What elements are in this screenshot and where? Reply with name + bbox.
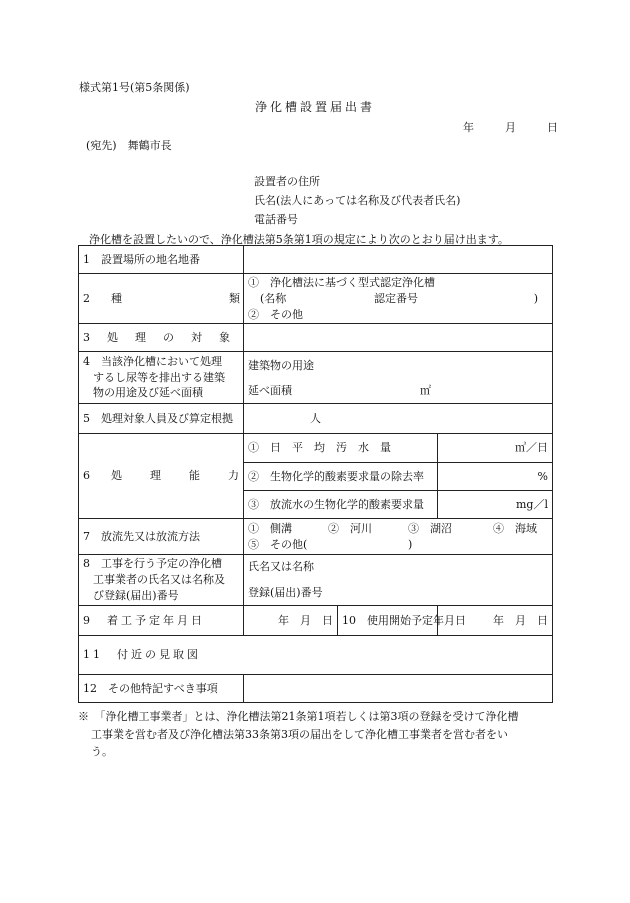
label-char: 力 — [228, 469, 239, 483]
label-effluent-bod: ③ 放流水の生物化学的酸素要求量 — [244, 491, 438, 519]
row-treatment-target — [79, 324, 553, 352]
row-target-persons — [79, 404, 553, 434]
field-bod-removal[interactable] — [438, 463, 553, 491]
label-treatment-target — [79, 324, 244, 352]
date-year-label: 年 — [463, 121, 474, 134]
row-dates — [79, 606, 553, 636]
field-special-notes[interactable] — [244, 675, 553, 703]
footnote-line-1: ※ 「浄化槽工事業者」とは、浄化槽法第21条第1項若しくは第3項の登録を受けて浄化槽 — [78, 710, 519, 723]
option-other-tank[interactable]: ② その他 — [248, 307, 303, 321]
field-daily-sewage[interactable] — [438, 434, 553, 463]
field-discharge-destination[interactable] — [244, 519, 553, 555]
label-char: の — [163, 330, 174, 344]
label-char: 対 — [191, 330, 202, 344]
paren-close: ) — [533, 291, 538, 305]
field-tank-type[interactable] — [244, 274, 553, 324]
contractor-name-label: 氏名又は名称 — [248, 560, 314, 574]
label-num: 2 — [83, 291, 90, 305]
certified-tank-detail — [248, 291, 548, 307]
floor-area-unit: ㎡ — [420, 384, 431, 398]
row-installation-site — [79, 246, 553, 274]
option-certified-tank[interactable]: ① 浄化槽法に基づく型式認定浄化槽 — [248, 275, 435, 289]
applicant-address-label: 設置者の住所 — [254, 175, 320, 188]
label-discharge-destination: 7 放流先又は放流方法 — [79, 519, 244, 555]
label-char: 種 — [111, 291, 122, 305]
label-building-use — [79, 352, 244, 404]
label-vicinity-map: 11 付近の見取図 — [79, 636, 553, 675]
row-building-use — [79, 352, 553, 404]
field-effluent-bod[interactable] — [438, 491, 553, 519]
label-line: するし尿等を排出する建築 — [93, 370, 225, 384]
label-char: 処 — [111, 469, 122, 483]
label-target-persons: 5 処理対象人員及び算定根拠 — [79, 404, 244, 434]
row-tank-type — [79, 274, 553, 324]
field-contractor[interactable] — [244, 555, 553, 606]
label-char: 能 — [189, 469, 200, 483]
label-use-start-date: 10 使用開始予定年月日 — [338, 606, 438, 636]
row-special-notes — [79, 675, 553, 703]
intro-statement: 浄化槽を設置したいので、浄化槽法第5条第1項の規定により次のとおり届け出ます。 — [89, 233, 509, 246]
contractor-registration-label: 登録(届出)番号 — [248, 586, 323, 599]
label-char: 象 — [219, 330, 230, 344]
label-line: 物の用途及び延べ面積 — [93, 386, 203, 400]
field-installation-site[interactable] — [244, 246, 553, 274]
applicant-name-label: 氏名(法人にあっては名称及び代表者氏名) — [254, 194, 461, 207]
label-bod-removal: ② 生物化学的酸素要求量の除去率 — [244, 463, 438, 491]
paren-close: ) — [408, 537, 413, 551]
label-line: 8 工事を行う予定の浄化槽 — [83, 557, 222, 571]
footnote-line-3: う。 — [91, 745, 113, 758]
label-tank-type — [79, 274, 244, 324]
use-start-date-ymd: 年 月 日 — [493, 613, 548, 627]
label-daily-sewage: ① 日 平 均 汚 水 量 — [244, 434, 438, 463]
option-sea[interactable]: ④ 海域 — [493, 521, 537, 535]
footnote-line-2: 工事業を営む者及び浄化槽法第33条第3項の届出をして浄化槽工事業者を営む者をい — [91, 728, 508, 741]
certified-tank-name-label: (名称 — [260, 291, 287, 305]
option-other-discharge[interactable]: ⑤ その他( — [248, 537, 308, 551]
label-contractor — [79, 555, 244, 606]
field-target-persons[interactable] — [244, 404, 553, 434]
label-char: 理 — [135, 330, 146, 344]
notification-form-table — [78, 245, 553, 703]
label-treatment-capacity — [79, 434, 244, 519]
certified-tank-number-label: 認定番号 — [374, 291, 418, 305]
label-line: び登録(届出)番号 — [93, 588, 179, 602]
label-line: 工事業者の氏名又は名称及 — [93, 573, 225, 587]
unit-bod-removal: % — [537, 469, 548, 483]
label-num: 6 — [83, 469, 90, 483]
start-date-ymd: 年 月 日 — [278, 613, 333, 627]
row-treatment-capacity — [79, 434, 553, 463]
option-river[interactable]: ② 河川 — [328, 521, 372, 535]
option-lake[interactable]: ③ 湖沼 — [408, 521, 452, 535]
document-title: 浄化槽設置届出書 — [254, 100, 375, 114]
label-installation-site: 1 設置場所の地名地番 — [79, 246, 244, 274]
option-gutter[interactable]: ① 側溝 — [248, 521, 292, 535]
field-treatment-target[interactable] — [244, 324, 553, 352]
building-use-label: 建築物の用途 — [248, 358, 314, 372]
label-char: 理 — [150, 469, 161, 483]
submission-date — [463, 122, 558, 133]
label-num: 3 — [83, 330, 90, 344]
date-month-label: 月 — [505, 121, 516, 134]
row-discharge-destination — [79, 519, 553, 555]
persons-unit: 人 — [310, 411, 321, 425]
label-line: 4 当該浄化槽において処理 — [83, 354, 222, 368]
unit-effluent-bod: mg／l — [516, 497, 548, 511]
field-start-date[interactable] — [244, 606, 338, 636]
label-start-date: 9 着工予定年月日 — [79, 606, 244, 636]
label-char: 処 — [107, 330, 118, 344]
row-vicinity-map — [79, 636, 553, 675]
form-number: 様式第1号(第5条関係) — [79, 81, 190, 94]
addressee: (宛先) 舞鶴市長 — [86, 139, 172, 152]
label-char: 類 — [229, 291, 240, 305]
row-contractor — [79, 555, 553, 606]
floor-area-label: 延べ面積 — [248, 384, 292, 398]
applicant-phone-label: 電話番号 — [254, 213, 298, 226]
date-day-label: 日 — [547, 121, 558, 134]
unit-daily-sewage: ㎥／日 — [515, 441, 548, 455]
label-special-notes: 12 その他特記すべき事項 — [79, 675, 244, 703]
field-building-use[interactable] — [244, 352, 553, 404]
